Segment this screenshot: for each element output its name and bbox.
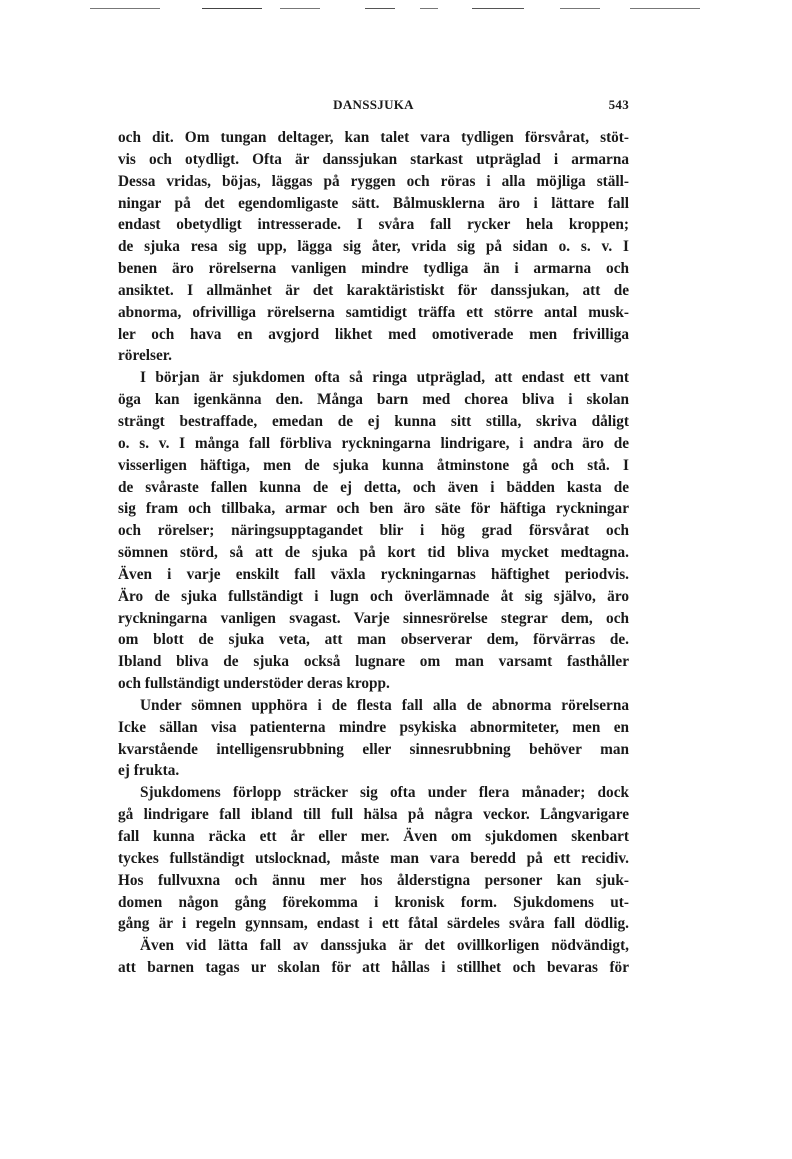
text-line: ansiktet. I allmänhet är det karaktäristiskt för danssjukan, att de xyxy=(118,281,629,299)
text-line: sömnen störd, så att de sjuka på kort tid bliva mycket medtagna. xyxy=(118,544,629,562)
text-line: rörelser. xyxy=(118,347,172,365)
text-line: och fullständigt understöder deras kropp. xyxy=(118,675,390,693)
text-line: visserligen häftiga, men de sjuka kunna åtminstone gå och stå. I xyxy=(118,456,629,474)
text-line: Ibland bliva de sjuka också lugnare om man varsamt fasthåller xyxy=(118,653,629,671)
text-line: och rörelser; näringsupptagandet blir i hög grad försvårat och xyxy=(118,522,629,540)
text-line: tyckes fullständigt utslocknad, måste man vara beredd på ett recidiv. xyxy=(118,849,629,867)
text-line: Dessa vridas, böjas, läggas på ryggen och röras i alla möjliga ställ- xyxy=(118,172,629,190)
text-line: gå lindrigare fall ibland till full hälsa på några veckor. Långvarigare xyxy=(118,806,629,824)
text-line: Även vid lätta fall av danssjuka är det ovillkorligen nödvändigt, xyxy=(140,937,629,955)
text-line: abnorma, ofrivilliga rörelserna samtidigt träffa ett större antal musk- xyxy=(118,303,629,321)
text-line: de sjuka resa sig upp, lägga sig åter, vrida sig på sidan o. s. v. I xyxy=(118,238,629,256)
text-line: endast obetydligt intresserade. I svåra fall rycker hela kroppen; xyxy=(118,216,629,234)
text-line: benen äro rörelserna vanligen mindre tydliga än i armarna och xyxy=(118,260,629,278)
running-head xyxy=(118,97,629,117)
text-line: kvarstående intelligensrubbning eller sinnesrubbning behöver man xyxy=(118,740,629,758)
scan-edge-marks xyxy=(90,8,700,18)
text-line: och dit. Om tungan deltager, kan talet vara tydligen försvårat, stöt- xyxy=(118,129,629,146)
text-line: om blott de sjuka veta, att man observerar dem, förvärras de. xyxy=(118,631,629,649)
text-line: strängt bestraffade, emedan de ej kunna sitt stilla, skriva dåligt xyxy=(118,412,629,430)
text-line: de svåraste fallen kunna de ej detta, och även i bädden kasta de xyxy=(118,478,629,496)
body-text xyxy=(118,127,629,979)
text-line: ningar på det egendomligaste sätt. Bålmusklerna äro i lättare fall xyxy=(118,194,629,212)
running-title: DANSSJUKA xyxy=(333,97,414,112)
text-line: ler och hava en avgjord likhet med omotiverade men frivilliga xyxy=(118,325,629,343)
text-line: ryckningarna vanligen svagast. Varje sinnesrörelse stegrar dem, och xyxy=(118,609,629,627)
text-line: domen någon gång förekomma i kronisk form. Sjukdomens ut- xyxy=(118,893,629,911)
text-line: gång är i regeln gynnsam, endast i ett fåtal särdeles svåra fall dödlig. xyxy=(118,915,629,933)
text-line: sig fram och tillbaka, armar och ben äro säte för häftiga ryckningar xyxy=(118,500,629,518)
text-line: Även i varje enskilt fall växla ryckningarnas häftighet periodvis. xyxy=(118,565,629,583)
text-line: öga kan igenkänna den. Många barn med chorea bliva i skolan xyxy=(118,391,629,409)
text-line: fall kunna räcka ett år eller mer. Även om sjukdomen skenbart xyxy=(118,828,629,845)
text-line: vis och otydligt. Ofta är danssjukan starkast utpräglad i armarna xyxy=(118,150,629,168)
page-number: 543 xyxy=(608,97,629,112)
text-line: Under sömnen upphöra i de flesta fall alla de abnorma rörelserna xyxy=(140,696,629,714)
text-line: o. s. v. I många fall förbliva ryckningarna lindrigare, i andra äro de xyxy=(118,434,629,452)
text-line: ej frukta. xyxy=(118,762,180,780)
text-line: Äro de sjuka fullständigt i lugn och överlämnade åt sig självo, äro xyxy=(118,587,629,605)
text-line: att barnen tagas ur skolan för att hållas i stillhet och bevaras för xyxy=(118,959,629,977)
text-line: Icke sällan visa patienterna mindre psykiska abnormiteter, men en xyxy=(118,718,629,736)
text-line: I början är sjukdomen ofta så ringa utpräglad, att endast ett vant xyxy=(140,369,629,387)
text-line: Sjukdomens förlopp sträcker sig ofta under flera månader; dock xyxy=(140,784,629,802)
text-line: Hos fullvuxna och ännu mer hos ålderstigna personer kan sjuk- xyxy=(118,871,629,889)
